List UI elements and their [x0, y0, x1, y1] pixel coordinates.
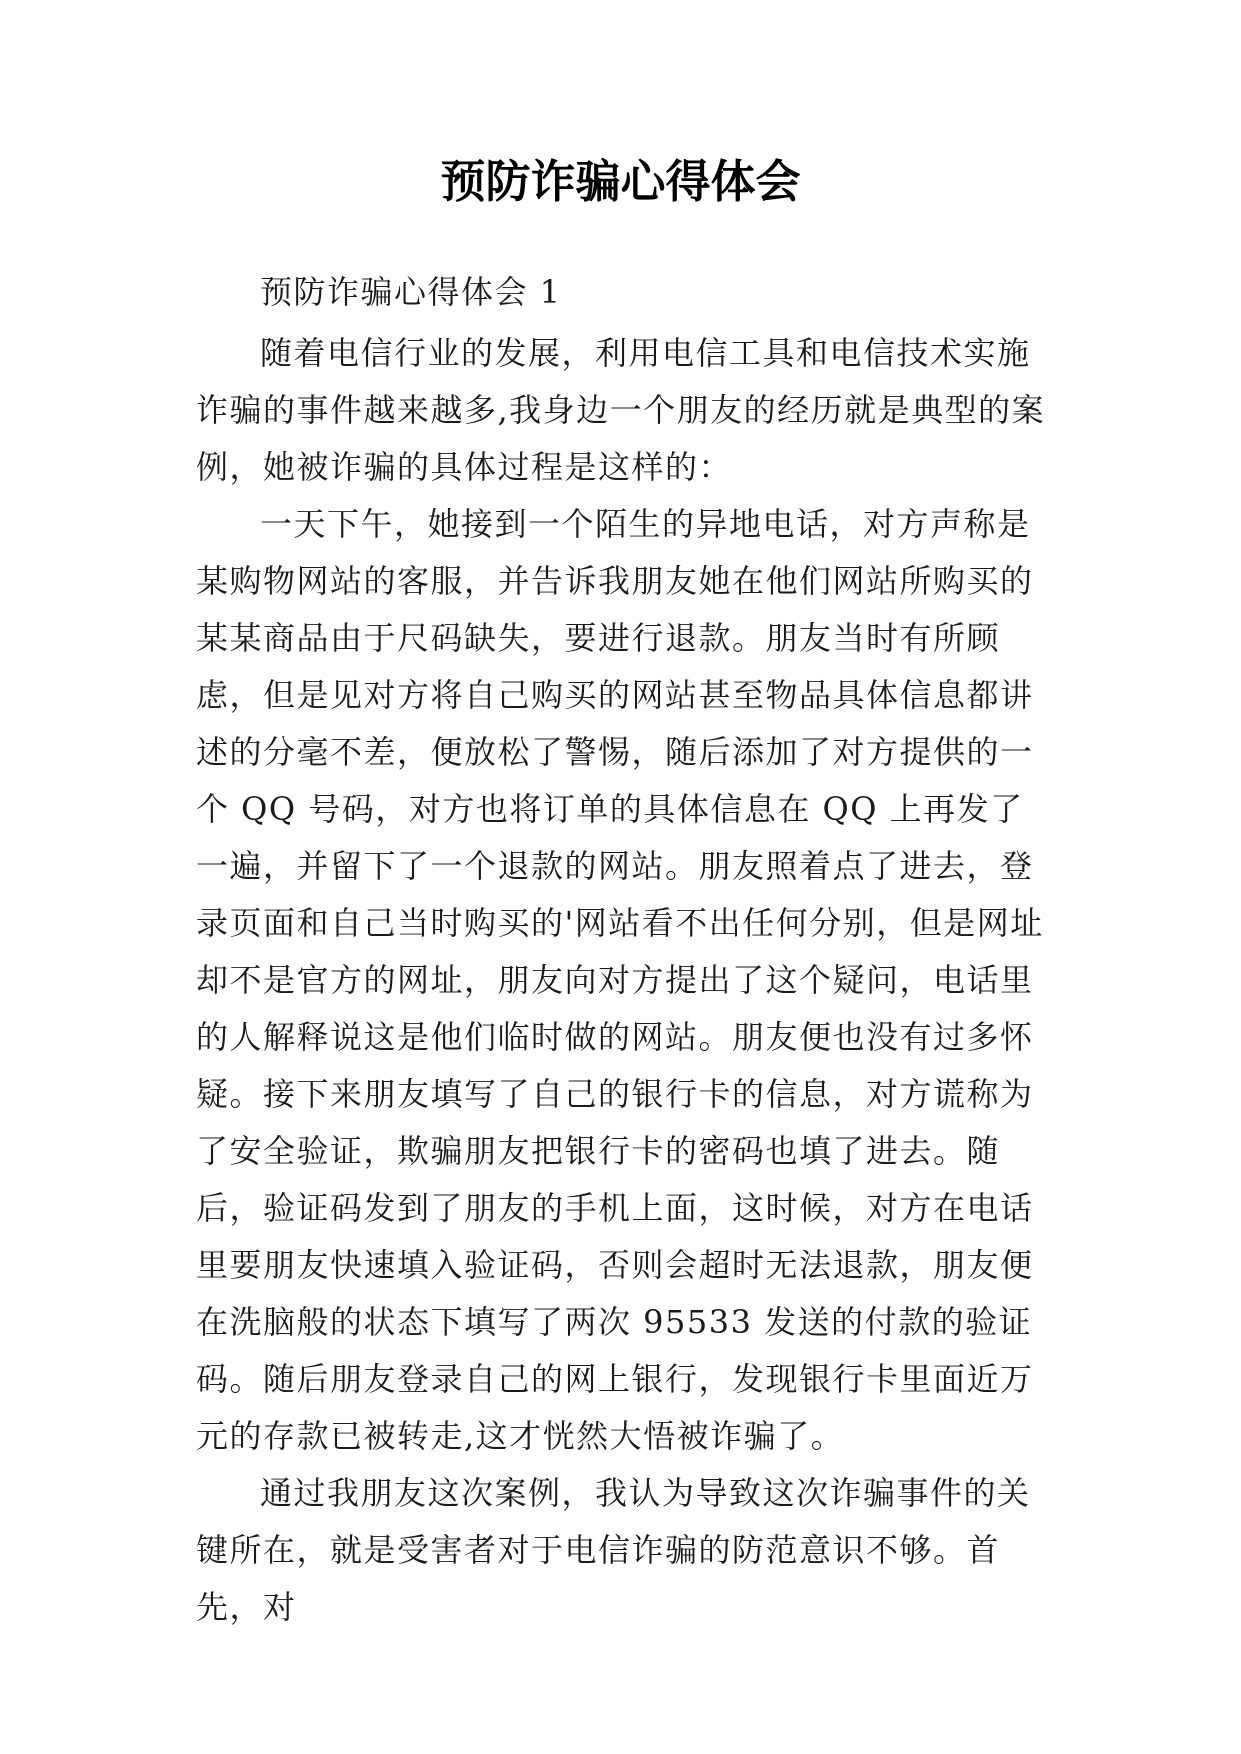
paragraph-2: 一天下午，她接到一个陌生的异地电话，对方声称是某购物网站的客服，并告诉我朋友她在他们网站所购买的某某商品由于尺码缺失，要进行退款。朋友当时有所顾虑，但是见对方将自己购买的网站甚至物品具体信息都讲述的分毫不差，便放松了警惕，随后添加了对方提供的一个 QQ 号码，对方也将订单的具体信息在 QQ 上再发了一遍，并留下了一个退款的网站。朋友照着点了进去，登录页面和自己当时购买的'网站看不出任何分别，但是网址却不是官方的网址，朋友向对方提出了这个疑问，电话里的人解释说这是他们临时做的网站。朋友便也没有过多怀疑。接下来朋友填写了自己的银行卡的信息，对方谎称为了安全验证，欺骗朋友把银行卡的密码也填了进去。随后，验证码发到了朋友的手机上面，这时候，对方在电话里要朋友快速填入验证码，否则会超时无法退款，朋友便在洗脑般的状态下填写了两次 95533 发送的付款的验证码。随后朋友登录自己的网上银行，发现银行卡里面近万元的存款已被转走,这才恍然大悟被诈骗了。 [196, 505, 1044, 1455]
document-title: 预防诈骗心得体会 [440, 155, 801, 208]
document-body [196, 264, 1048, 1636]
paragraph-3: 通过我朋友这次案例，我认为导致这次诈骗事件的关键所在，就是受害者对于电信诈骗的防范意识不够。首先，对 [196, 1474, 1031, 1626]
section-heading: 预防诈骗心得体会 1 [260, 273, 562, 311]
paragraph-1: 随着电信行业的发展，利用电信工具和电信技术实施诈骗的事件越来越多,我身边一个朋友的经历就是典型的案例，她被诈骗的具体过程是这样的： [196, 334, 1046, 486]
